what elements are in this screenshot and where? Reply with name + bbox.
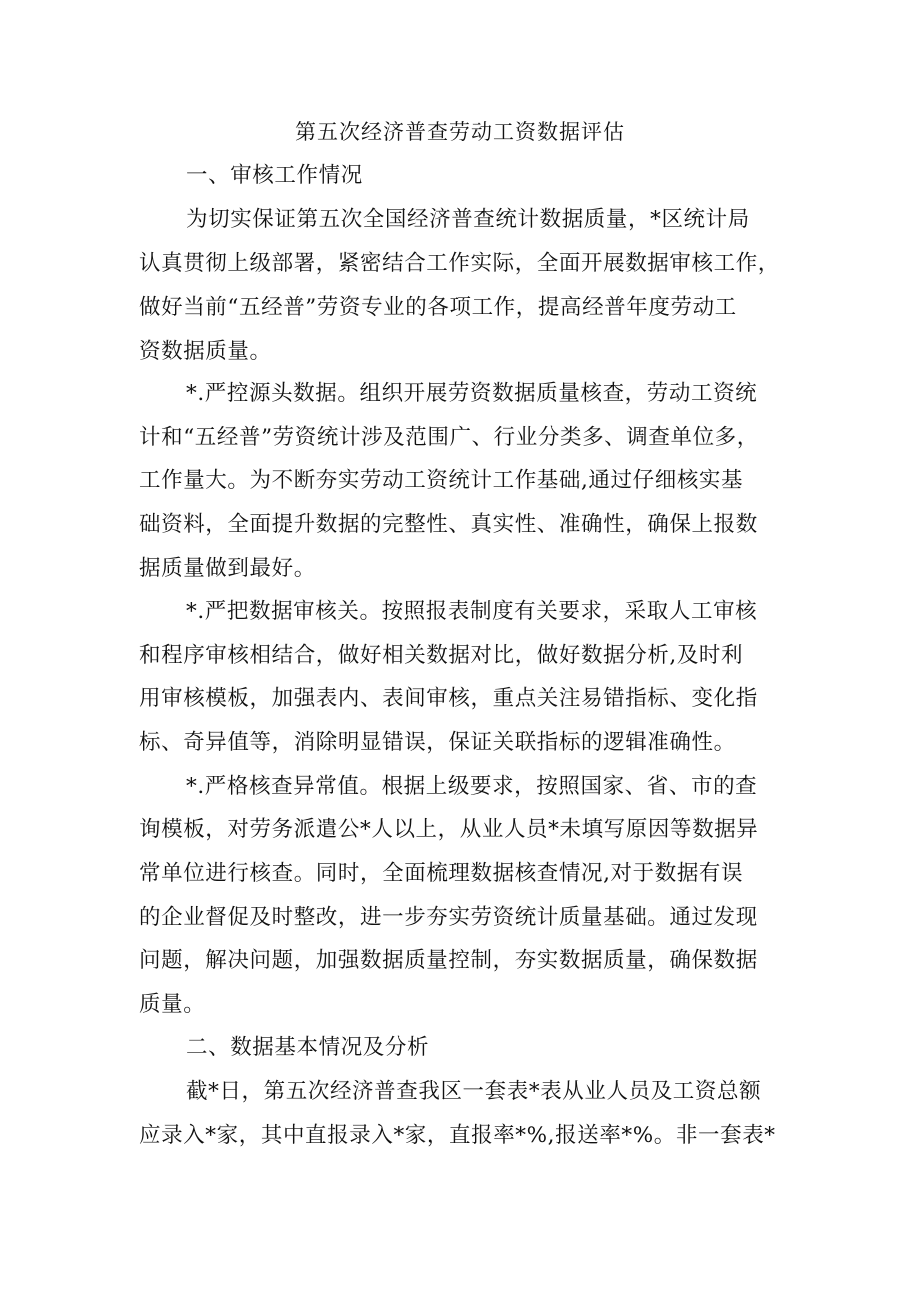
- paragraph-line: 据质量做到最好。: [139, 556, 316, 581]
- paragraph-line: 工作量大。为不断夯实劳动工资统计工作基础,通过仔细核实基: [139, 468, 744, 493]
- paragraph-line: *.严把数据审核关。按照报表制度有关要求，采取人工审核: [186, 599, 758, 624]
- paragraph-line: 资数据质量。: [139, 339, 272, 364]
- paragraph-line: *.严控源头数据。组织开展劳资数据质量核查，劳动工资统: [186, 381, 758, 406]
- paragraph-line: 问题，解决问题，加强数据质量控制，夯实数据质量，确保数据: [139, 948, 758, 973]
- paragraph-line: 做好当前“五经普”劳资专业的各项工作，提高经普年度劳动工: [139, 295, 737, 320]
- section-1-heading: 一、审核工作情况: [186, 163, 363, 188]
- paragraph-line: 应录入*家，其中直报录入*家，直报率*%,报送率*%。非一套表*: [139, 1123, 776, 1148]
- paragraph-line: 截*日，第五次经济普查我区一套表*表从业人员及工资总额: [186, 1079, 762, 1104]
- paragraph-line: 计和“五经普”劳资统计涉及范围广、行业分类多、调查单位多，: [139, 425, 759, 450]
- paragraph-line: 础资料，全面提升数据的完整性、真实性、准确性，确保上报数: [139, 512, 758, 537]
- paragraph-line: 的企业督促及时整改，进一步夯实劳资统计质量基础。通过发现: [139, 905, 758, 930]
- paragraph-line: 询模板，对劳务派遣公*人以上，从业人员*未填写原因等数据异: [139, 817, 759, 842]
- paragraph-line: 质量。: [139, 992, 206, 1017]
- paragraph-line: *.严格核查异常值。根据上级要求，按照国家、省、市的查: [186, 774, 758, 799]
- paragraph-line: 认真贯彻上级部署，紧密结合工作实际，全面开展数据审核工作，: [139, 251, 780, 276]
- paragraph-line: 用审核模板，加强表内、表间审核，重点关注易错指标、变化指: [139, 686, 758, 711]
- paragraph-line: 标、奇异值等，消除明显错误，保证关联指标的逻辑准确性。: [139, 730, 736, 755]
- paragraph-line: 为切实保证第五次全国经济普查统计数据质量，*区统计局: [186, 207, 750, 232]
- section-2-heading: 二、数据基本情况及分析: [186, 1035, 430, 1060]
- document-title: 第五次经济普查劳动工资数据评估: [295, 120, 625, 144]
- paragraph-line: 和程序审核相结合，做好相关数据对比，做好数据分析,及时利: [139, 643, 744, 668]
- paragraph-line: 常单位进行核查。同时，全面梳理数据核查情况,对于数据有误: [139, 861, 744, 886]
